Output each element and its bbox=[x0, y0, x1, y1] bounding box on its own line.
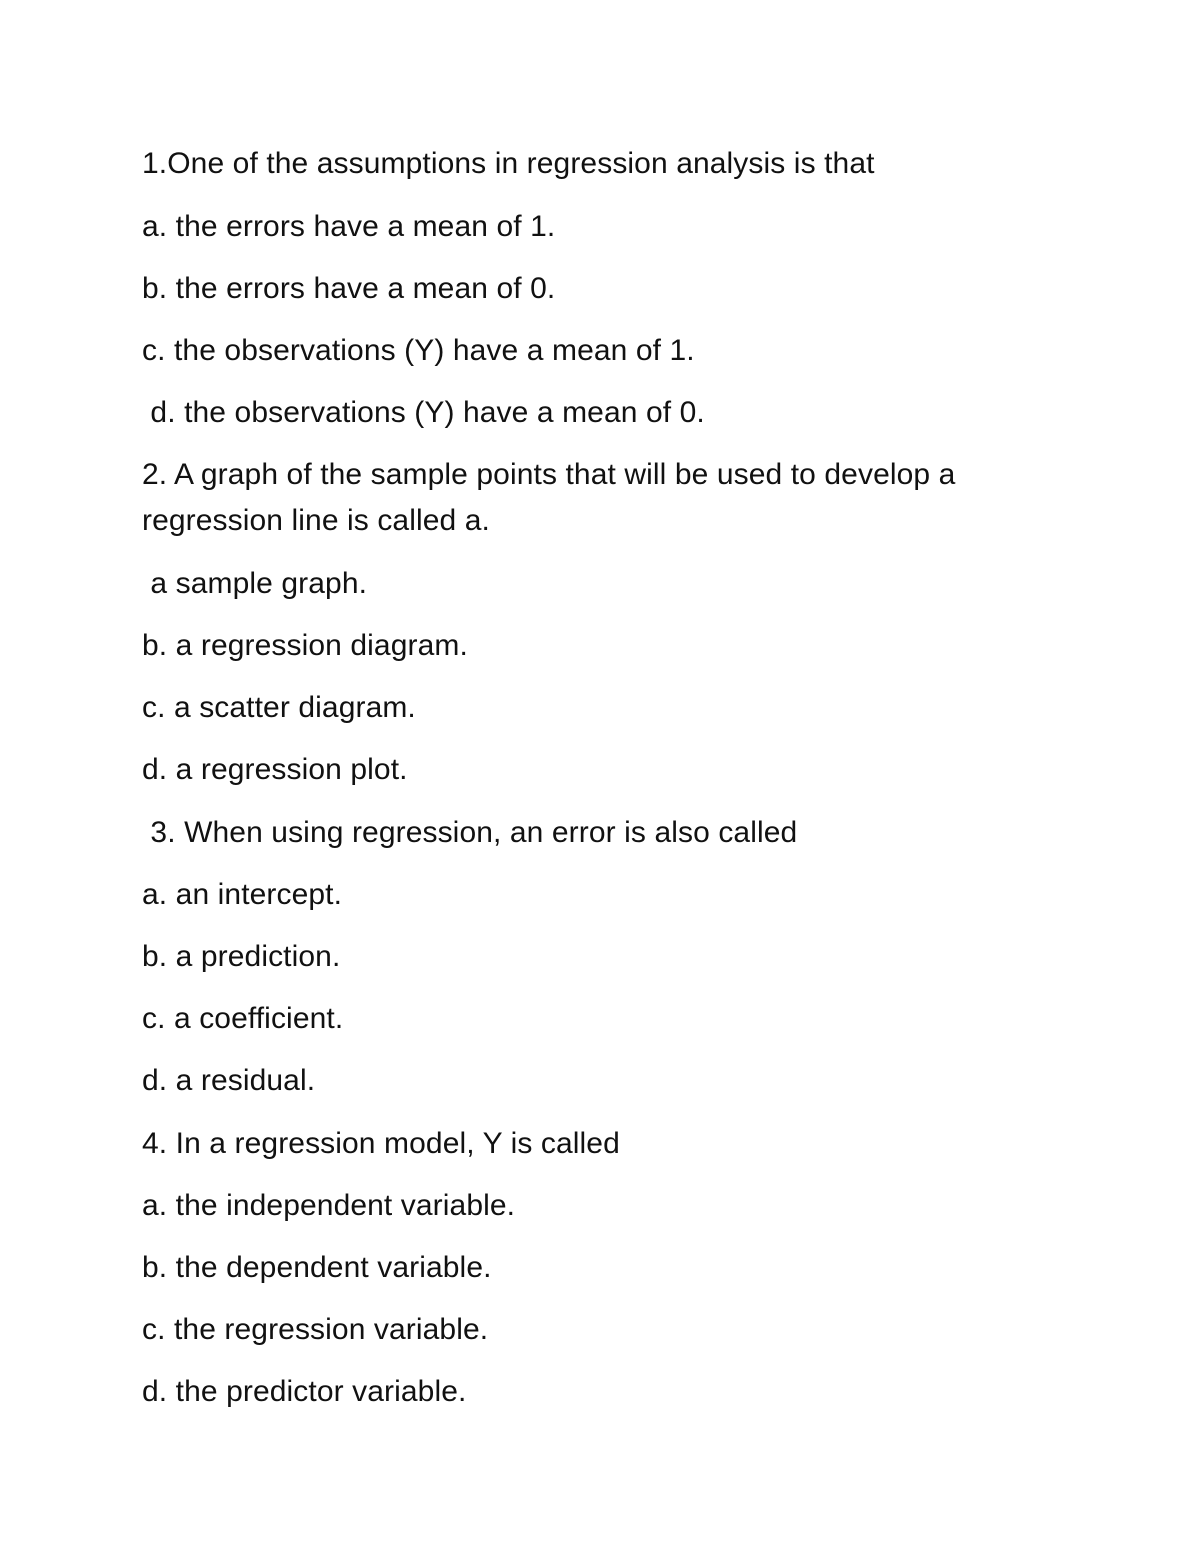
question-2-option-d: d. a regression plot. bbox=[142, 753, 408, 786]
question-2-stem: 2. A graph of the sample points that will be used to develop a regression line is called a. bbox=[142, 458, 956, 537]
question-1-option-b: b. the errors have a mean of 0. bbox=[142, 272, 556, 305]
question-3-option-b: b. a prediction. bbox=[142, 940, 341, 973]
question-3-option-c: c. a coefficient. bbox=[142, 1002, 344, 1035]
question-4-option-d: d. the predictor variable. bbox=[142, 1375, 467, 1408]
question-1-option-a: a. the errors have a mean of 1. bbox=[142, 210, 556, 243]
question-4-option-c: c. the regression variable. bbox=[142, 1313, 489, 1346]
question-3-stem: 3. When using regression, an error is also called bbox=[142, 816, 798, 849]
question-1-option-c: c. the observations (Y) have a mean of 1. bbox=[142, 334, 695, 367]
question-4-stem: 4. In a regression model, Y is called bbox=[142, 1127, 620, 1160]
question-4-option-a: a. the independent variable. bbox=[142, 1189, 516, 1222]
question-2-option-a: a sample graph. bbox=[142, 567, 368, 600]
question-3-option-a: a. an intercept. bbox=[142, 878, 343, 911]
question-2-option-b: b. a regression diagram. bbox=[142, 629, 468, 662]
question-1-option-d: d. the observations (Y) have a mean of 0. bbox=[142, 396, 705, 429]
question-3-option-d: d. a residual. bbox=[142, 1064, 316, 1097]
question-2-option-c: c. a scatter diagram. bbox=[142, 691, 416, 724]
question-4-option-b: b. the dependent variable. bbox=[142, 1251, 492, 1284]
question-1-stem: 1.One of the assumptions in regression analysis is that bbox=[142, 147, 875, 180]
